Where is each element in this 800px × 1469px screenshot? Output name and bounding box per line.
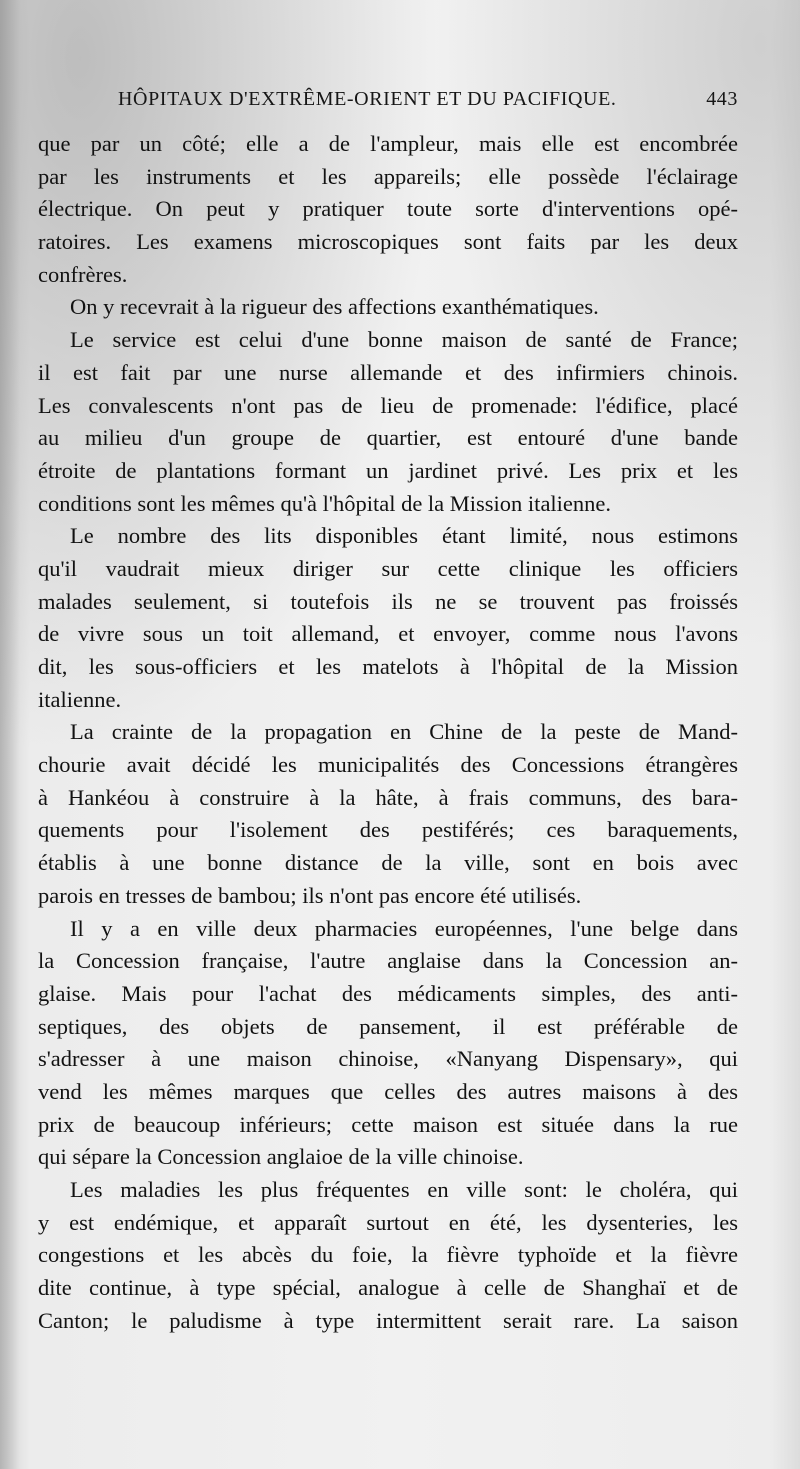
text-line: congestions et les abcès du foie, la fièvre typhoïde et la fièvre (38, 1242, 738, 1268)
text-line: septiques, des objets de pansement, il est préférable de (38, 1013, 738, 1039)
text-line: quements pour l'isolement des pestiférés; ces baraquements, (38, 817, 738, 843)
running-header (118, 88, 738, 118)
text-line: à Hankéou à construire à la hâte, à frais communs, des bara- (38, 784, 738, 810)
text-line: établis à une bonne distance de la ville, sont en bois avec (38, 850, 738, 876)
text-line: parois en tresses de bambou; ils n'ont pas encore été utilisés. (38, 882, 582, 908)
text-line: au milieu d'un groupe de quartier, est entouré d'une bande (38, 425, 738, 451)
text-line: qui sépare la Concession anglaioe de la ville chinoise. (38, 1144, 524, 1170)
text-line: italienne. (38, 686, 122, 712)
text-line: ratoires. Les examens microscopiques sont faits par les deux (38, 229, 738, 255)
text-line: vend les mêmes marques que celles des autres maisons à des (38, 1078, 738, 1104)
text-line: étroite de plantations formant un jardinet privé. Les prix et les (38, 457, 738, 483)
text-line: que par un côté; elle a de l'ampleur, mais elle est encombrée (38, 131, 738, 156)
text-line: glaise. Mais pour l'achat des médicaments simples, des anti- (38, 980, 738, 1006)
text-line: il est fait par une nurse allemande et des infirmiers chinois. (38, 359, 738, 385)
text-line: s'adresser à une maison chinoise, «Nanyang Dispensary», qui (38, 1046, 738, 1072)
body-text (38, 128, 738, 1337)
text-line: la Concession française, l'autre anglaise dans la Concession an- (38, 948, 738, 974)
text-line: dit, les sous-officiers et les matelots à l'hôpital de la Mission (38, 654, 738, 679)
text-line: Le nombre des lits disponibles étant limité, nous estimons (70, 523, 738, 549)
text-line: dite continue, à type spécial, analogue à celle de Shanghaï et de (38, 1275, 738, 1301)
text-line: Les maladies les plus fréquentes en ville sont: le choléra, qui (70, 1177, 738, 1202)
text-line: confrères. (38, 261, 128, 287)
text-line: Les convalescents n'ont pas de lieu de promenade: l'édifice, placé (38, 392, 738, 418)
text-line: Le service est celui d'une bonne maison de santé de France; (70, 327, 738, 353)
page-edge-shadow (0, 0, 20, 1469)
header-title: HÔPITAUX D'EXTRÊME-ORIENT ET DU PACIFIQUE. (118, 88, 617, 110)
text-line: chourie avait décidé les municipalités des Concessions étrangères (38, 752, 738, 778)
text-line: de vivre sous un toit allemand, et envoyer, comme nous l'avons (38, 621, 738, 647)
text-line: malades seulement, si toutefois ils ne se trouvent pas froissés (38, 588, 738, 614)
text-line: par les instruments et les appareils; elle possède l'éclairage (38, 163, 738, 189)
page-number: 443 (706, 88, 738, 110)
text-line: Il y a en ville deux pharmacies européennes, l'une belge dans (70, 915, 738, 941)
text-line: conditions sont les mêmes qu'à l'hôpital de la Mission italienne. (38, 490, 612, 516)
text-line: qu'il vaudrait mieux diriger sur cette clinique les officiers (38, 555, 738, 581)
text-line: Canton; le paludisme à type intermittent serait rare. La saison (38, 1307, 738, 1333)
text-line: prix de beaucoup inférieurs; cette maison est située dans la rue (38, 1111, 738, 1137)
text-line: électrique. On peut y pratiquer toute sorte d'interventions opé- (38, 196, 738, 222)
text-line: La crainte de la propagation en Chine de la peste de Mand- (70, 719, 738, 745)
text-line: y est endémique, et apparaît surtout en été, les dysenteries, les (38, 1209, 738, 1235)
text-line: On y recevrait à la rigueur des affections exanthématiques. (70, 294, 599, 320)
